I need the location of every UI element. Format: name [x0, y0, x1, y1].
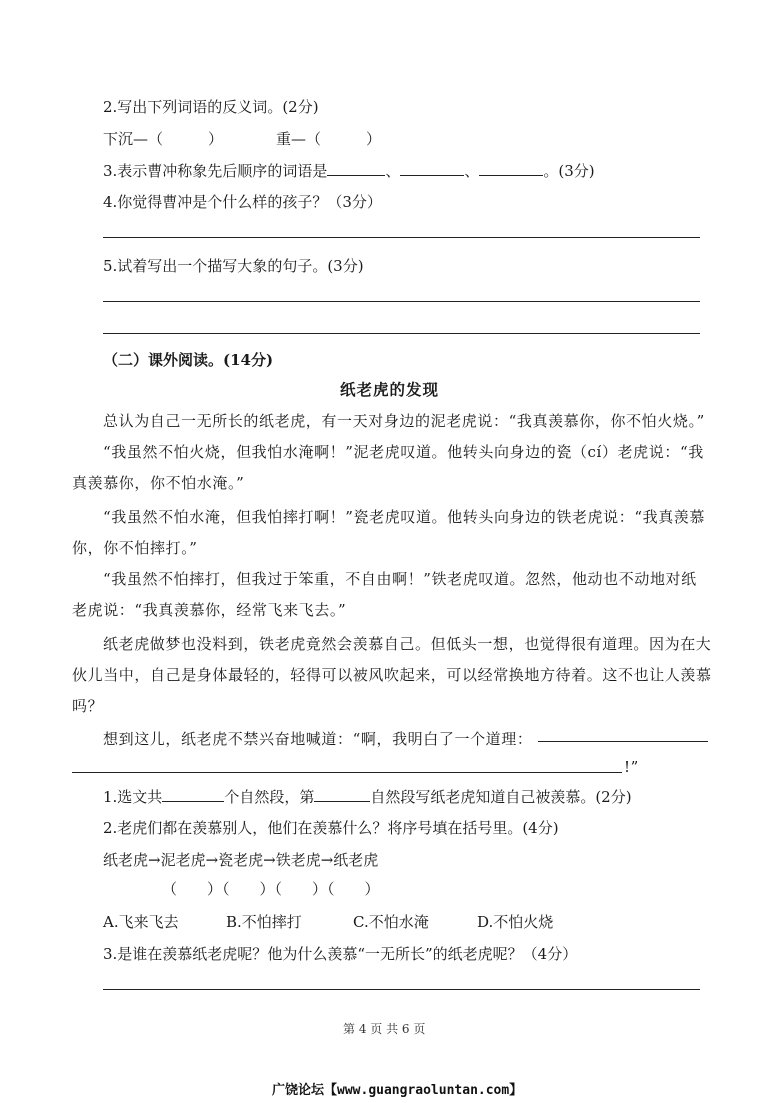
paragraph-number-blank[interactable] — [314, 800, 370, 802]
option-c: C.不怕水淹 — [353, 913, 429, 931]
question-3-text: 3.表示曹冲称象先后顺序的词语是 — [103, 162, 328, 180]
answer-line-q4[interactable] — [103, 237, 700, 238]
story-paragraph-line: “我虽然不怕水淹，但我怕摔打啊！”瓷老虎叹道。他转头向身边的铁老虎说：“我真羡慕 — [103, 508, 706, 526]
reading-q1-text-a: 1.选文共 — [103, 788, 163, 806]
story-paragraph-line: 真羡慕你，你不怕水淹。” — [72, 474, 245, 492]
option-a: A.飞来飞去 — [103, 913, 179, 931]
answer-line-q5-1[interactable] — [103, 301, 700, 302]
story-paragraph-line: “我虽然不怕摔打，但我过于笨重，不自由啊！”铁老虎叹道。忽然，他动也不动地对纸 — [103, 570, 697, 588]
antonym-item-2: 重—（ ） — [276, 130, 382, 148]
site-bracket-end: 】 — [509, 1083, 523, 1098]
answer-brackets[interactable]: （ ）（ ）（ ）（ ） — [162, 880, 380, 898]
answer-line-lesson-1[interactable] — [538, 741, 708, 742]
reading-q1-text-b: 个自然段，第 — [224, 788, 315, 806]
question-3-sequence — [103, 161, 595, 181]
page-number: 第 4 页 共 6 页 — [343, 1022, 426, 1036]
reading-question-1 — [103, 787, 632, 807]
site-credit — [272, 1081, 522, 1101]
story-paragraph-line: 吗？ — [72, 697, 104, 715]
story-paragraph-line: 纸老虎做梦也没料到，铁老虎竟然会羡慕自己。但低头一想，也觉得很有道理。因为在大 — [103, 635, 712, 653]
story-title: 纸老虎的发现 — [340, 380, 440, 399]
story-paragraph-line: 老虎说：“我真羡慕你，经常飞来飞去。” — [72, 601, 347, 619]
separator-1: 、 — [385, 162, 401, 180]
option-d: D.不怕火烧 — [477, 913, 554, 931]
story-paragraph-line: 伙儿当中，自己是身体最轻的，轻得可以被风吹起来，可以经常换地方待着。这不也让人羡慕 — [72, 666, 712, 684]
answer-line-lesson-2[interactable] — [72, 772, 622, 773]
answer-blank-3[interactable] — [479, 174, 543, 176]
question-3-end: 。(3分) — [543, 162, 595, 180]
reading-q1-text-c: 自然段写纸老虎知道自己被羡慕。(2分) — [370, 788, 632, 806]
answer-line-q3[interactable] — [103, 989, 700, 990]
answer-line-q5-2[interactable] — [103, 333, 700, 334]
question-5-describe: 5.试着写出一个描写大象的句子。(3分) — [103, 257, 364, 275]
tiger-chain: 纸老虎→泥老虎→瓷老虎→铁老虎→纸老虎 — [103, 851, 379, 869]
question-2-antonyms: 2.写出下列词语的反义词。(2分) — [103, 98, 319, 116]
answer-blank-1[interactable] — [327, 174, 385, 176]
story-paragraph-line: 你，你不怕摔打。” — [72, 539, 198, 557]
site-name: 广饶论坛【 — [272, 1083, 338, 1098]
story-paragraph-line: “我虽然不怕火烧，但我怕水淹啊！”泥老虎叹道。他转头向身边的瓷（cí）老虎说：“我 — [103, 443, 704, 461]
option-b: B.不怕摔打 — [226, 913, 302, 931]
site-url[interactable]: www.guangraoluntan.com — [337, 1083, 510, 1098]
reading-question-3: 3.是谁在羡慕纸老虎呢？他为什么羡慕“一无所长”的纸老虎呢？（4分） — [103, 945, 578, 963]
story-paragraph-line: 想到这儿，纸老虎不禁兴奋地喊道：“啊，我明白了一个道理： — [103, 730, 533, 748]
separator-2: 、 — [464, 162, 480, 180]
answer-blank-2[interactable] — [400, 174, 464, 176]
paragraph-count-blank[interactable] — [162, 800, 224, 802]
question-4-character: 4.你觉得曹冲是个什么样的孩子？（3分） — [103, 193, 382, 211]
reading-question-2: 2.老虎们都在羡慕别人，他们在羡慕什么？将序号填在括号里。(4分) — [103, 819, 559, 837]
section-heading: （二）课外阅读。(14分) — [103, 351, 274, 369]
story-paragraph-line: 总认为自己一无所长的纸老虎，有一天对身边的泥老虎说：“我真羡慕你，你不怕火烧。” — [103, 412, 705, 430]
closing-quote: !” — [624, 758, 639, 776]
antonym-item-1: 下沉—（ ） — [103, 130, 224, 148]
